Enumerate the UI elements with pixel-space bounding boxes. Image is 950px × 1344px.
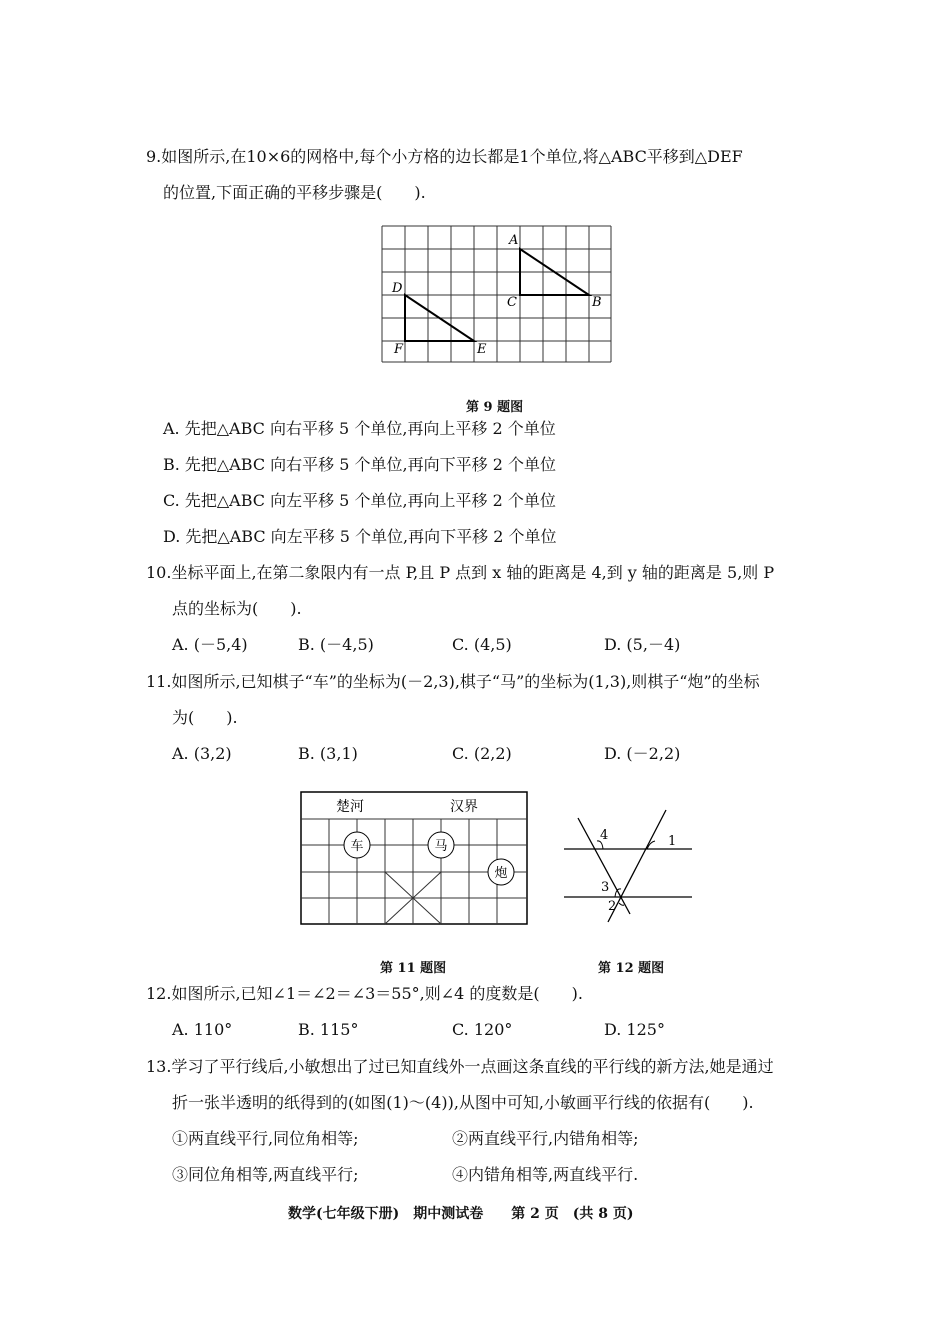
q12-angle-figure (556, 788, 702, 930)
q9-grid-figure (370, 222, 620, 367)
piece-pao-label: 炮 (494, 866, 508, 881)
q9-stem-line1: 9.如图所示,在10×6的网格中,每个小方格的边长都是1个单位,将△ABC平移到△DEF (146, 147, 743, 166)
board-river-right: 汉界 (450, 799, 478, 815)
angle-2-label: 2 (608, 899, 617, 914)
page-footer: 数学(七年级下册) 期中测试卷 第 2 页 (共 8 页) (288, 1206, 634, 1222)
q9-caption: 第 9 题图 (466, 400, 524, 415)
q13-item-1: ①两直线平行,同位角相等; (172, 1129, 359, 1148)
q10-option-b: B. (－4,5) (298, 635, 374, 654)
q12-stem-line1: 12.如图所示,已知∠1＝∠2＝∠3＝55°,则∠4 的度数是( ). (146, 984, 583, 1003)
piece-ma (428, 832, 454, 858)
q13-item-3: ③同位角相等,两直线平行; (172, 1165, 359, 1184)
q13-item-2: ②两直线平行,内错角相等; (452, 1129, 639, 1148)
q11-option-a: A. (3,2) (172, 744, 232, 763)
q11-caption: 第 11 题图 (380, 961, 447, 976)
q12-option-d: D. 125° (604, 1020, 665, 1039)
q12-option-b: B. 115° (298, 1020, 359, 1039)
q13-item-4: ④内错角相等,两直线平行. (452, 1165, 639, 1184)
board-river-left: 楚河 (336, 799, 364, 815)
q10-option-c: C. (4,5) (452, 635, 512, 654)
label-a: A (509, 233, 519, 248)
q10-stem-line2: 点的坐标为( ). (172, 599, 302, 618)
q11-option-b: B. (3,1) (298, 744, 358, 763)
q13-stem-line2: 折一张半透明的纸得到的(如图(1)～(4)),从图中可知,小敏画平行线的依据有( ). (172, 1093, 754, 1112)
q12-option-c: C. 120° (452, 1020, 513, 1039)
q11-option-d: D. (－2,2) (604, 744, 681, 763)
q12-option-a: A. 110° (172, 1020, 233, 1039)
label-e: E (477, 342, 487, 357)
angle-1-label: 1 (668, 834, 677, 849)
q9-option-b: B. 先把△ABC 向右平移 5 个单位,再向下平移 2 个单位 (163, 455, 556, 474)
q11-option-c: C. (2,2) (452, 744, 512, 763)
label-d: D (392, 281, 403, 296)
q13-stem-line1: 13.学习了平行线后,小敏想出了过已知直线外一点画这条直线的平行线的新方法,她是通过 (146, 1057, 774, 1076)
q10-option-a: A. (－5,4) (172, 635, 248, 654)
q11-stem-line2: 为( ). (172, 708, 238, 727)
angle-3-label: 3 (601, 880, 610, 895)
piece-che (344, 832, 370, 858)
label-b: B (592, 295, 602, 310)
piece-pao (488, 859, 514, 885)
q10-stem-line1: 10.坐标平面上,在第二象限内有一点 P,且 P 点到 x 轴的距离是 4,到 y 轴的距离是 5,则 P (146, 563, 775, 582)
q11-stem-line1: 11.如图所示,已知棋子“车”的坐标为(－2,3),棋子“马”的坐标为(1,3),则棋子“炮”的坐标 (146, 672, 760, 691)
q9-option-c: C. 先把△ABC 向左平移 5 个单位,再向上平移 2 个单位 (163, 491, 556, 510)
label-f: F (394, 342, 404, 357)
q10-option-d: D. (5,－4) (604, 635, 681, 654)
angle-4-label: 4 (600, 828, 609, 843)
piece-ma-label: 马 (434, 839, 448, 854)
q9-stem-line2: 的位置,下面正确的平移步骤是( ). (163, 183, 426, 202)
q11-chessboard-figure (296, 790, 534, 930)
q9-option-a: A. 先把△ABC 向右平移 5 个单位,再向上平移 2 个单位 (163, 419, 556, 438)
q12-caption: 第 12 题图 (598, 961, 665, 976)
q9-option-d: D. 先把△ABC 向左平移 5 个单位,再向下平移 2 个单位 (163, 527, 557, 546)
label-c: C (507, 295, 517, 310)
piece-che-label: 车 (350, 839, 364, 854)
